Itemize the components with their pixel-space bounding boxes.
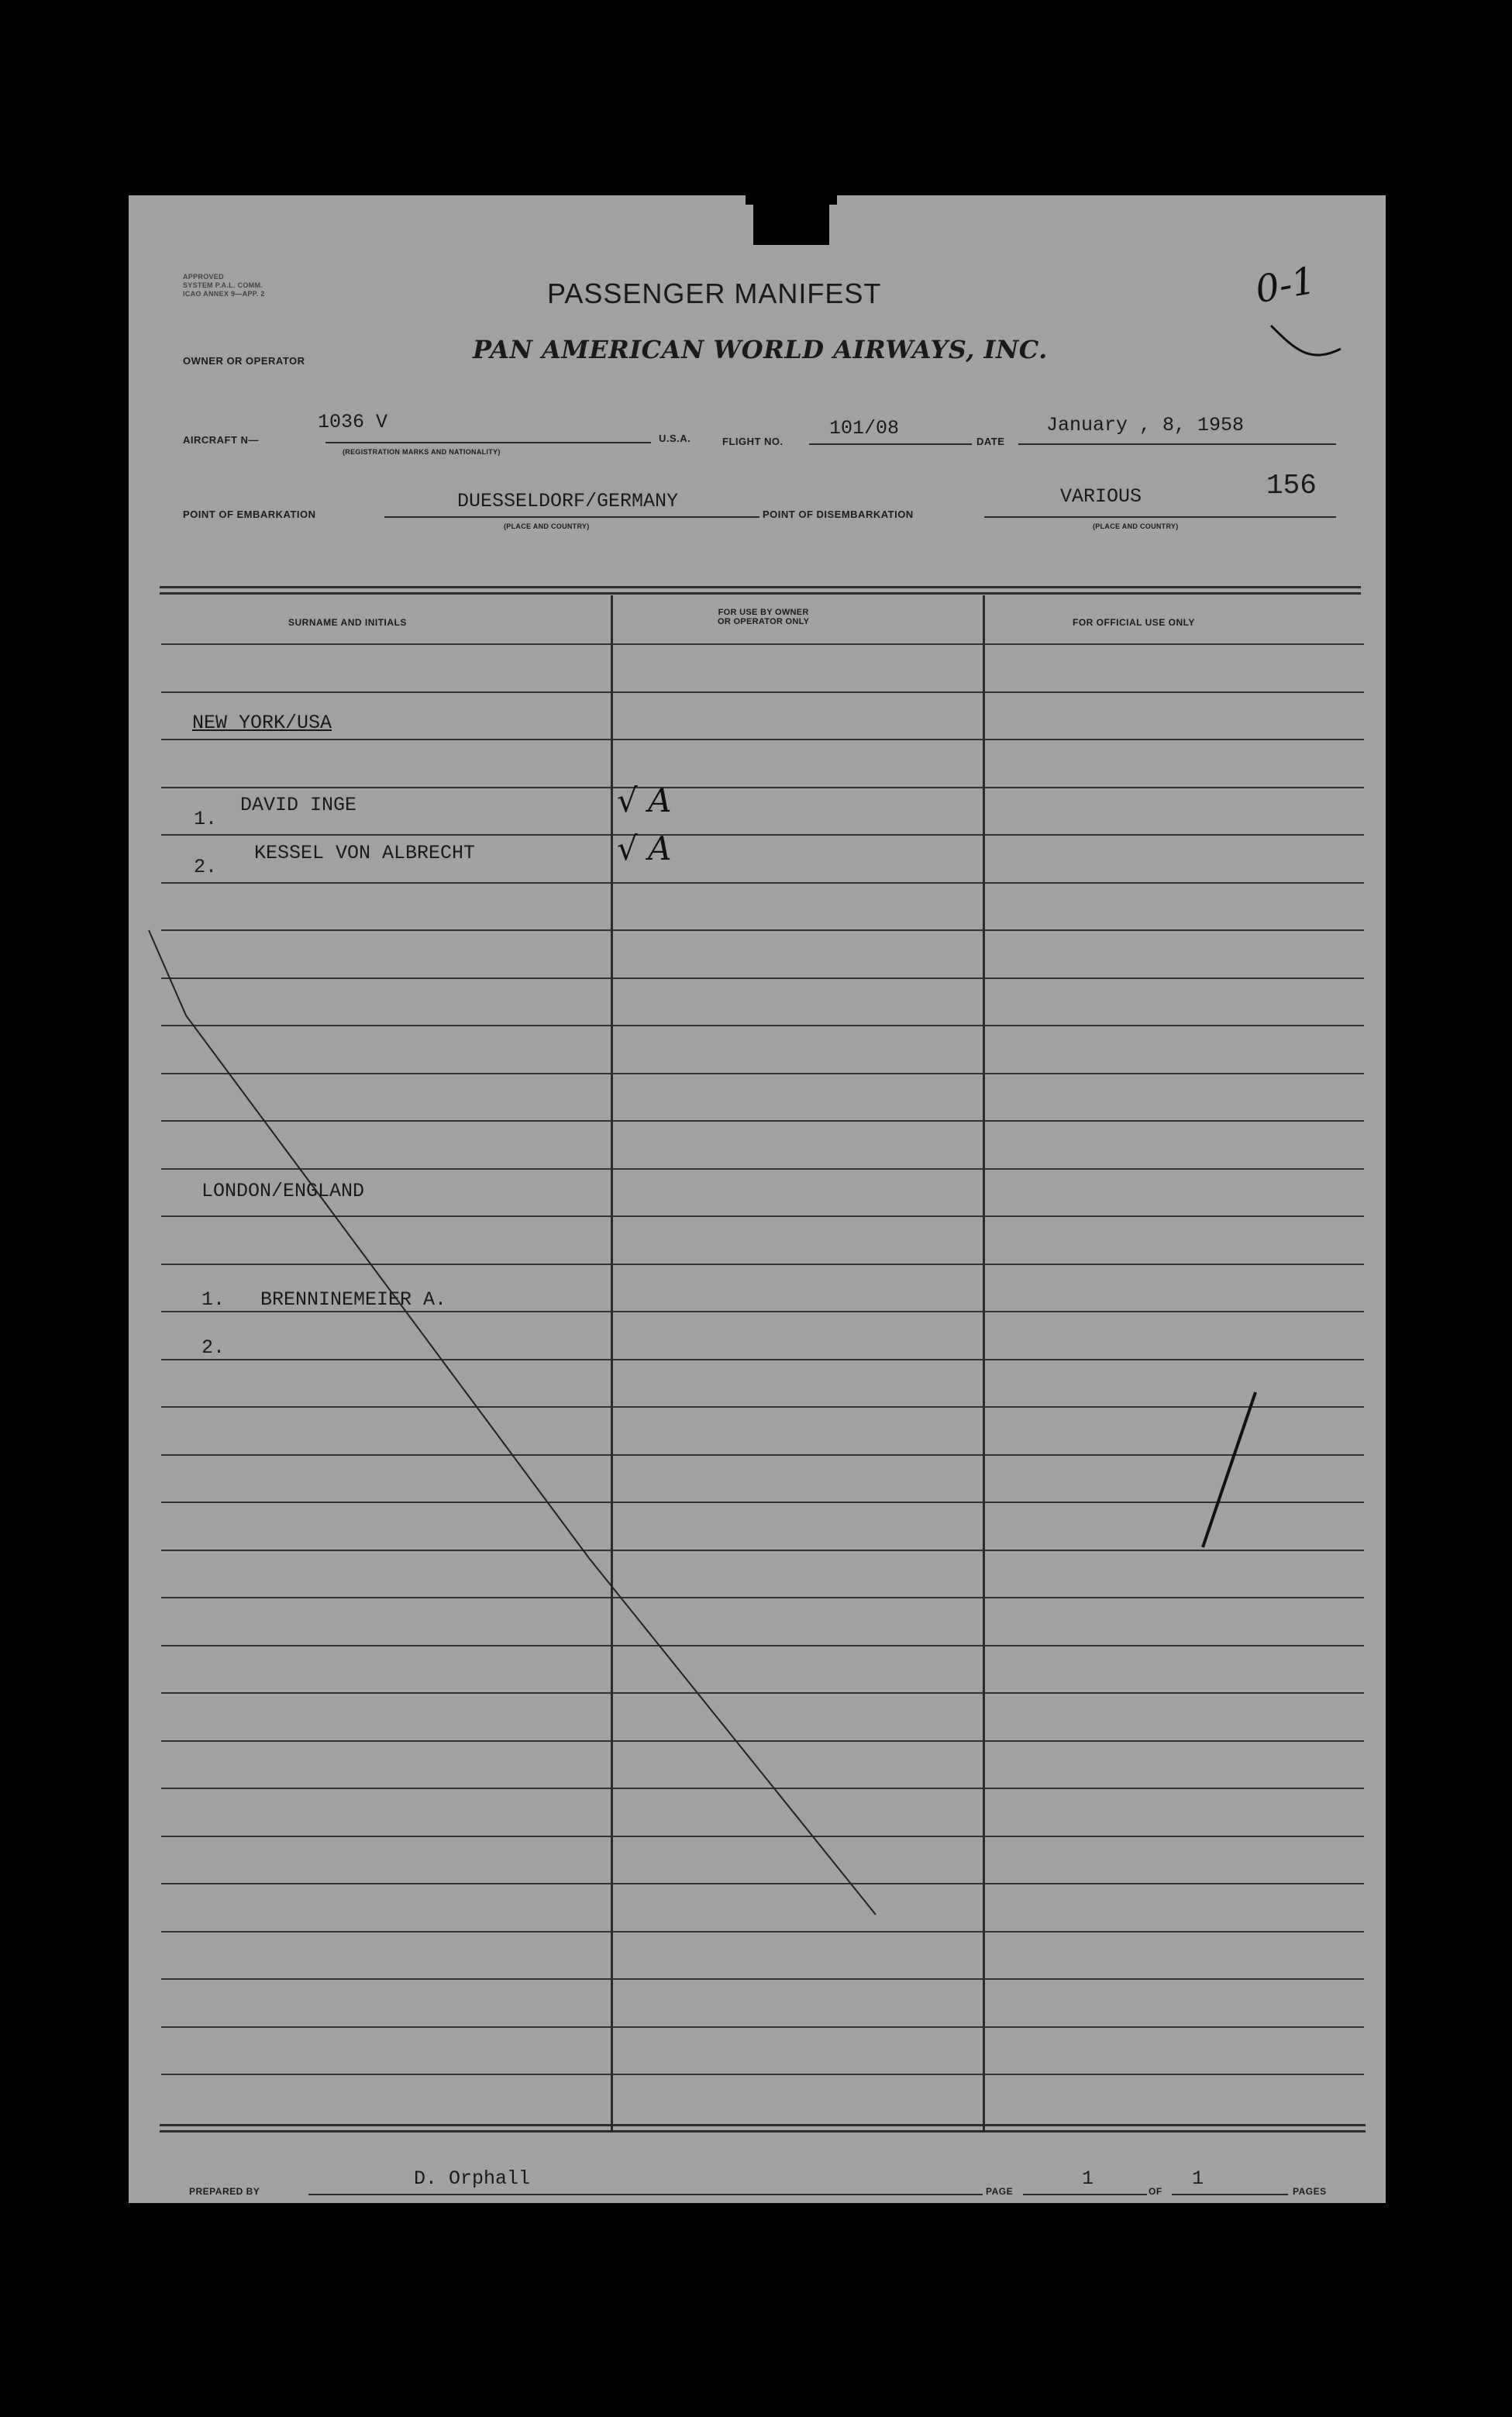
column-header-owner-line: OR OPERATOR ONLY <box>718 617 810 626</box>
operator-label: OWNER OR OPERATOR <box>183 355 305 367</box>
passenger-number: 1. <box>194 808 218 830</box>
prepared-by-underline <box>308 2194 983 2195</box>
column-header-official: FOR OFFICIAL USE ONLY <box>1073 617 1195 628</box>
owner-check-mark: √ A <box>617 829 672 867</box>
column-header-surname: SURNAME AND INITIALS <box>288 617 407 628</box>
destination-heading: NEW YORK/USA <box>192 712 332 734</box>
manifest-number: 156 <box>1266 470 1317 502</box>
passenger-number: 1. <box>201 1288 226 1311</box>
flight-label: FLIGHT NO. <box>722 436 784 447</box>
page-label: PAGE <box>986 2186 1014 2197</box>
prepared-by-label: PREPARED BY <box>189 2186 260 2197</box>
passenger-name: KESSEL VON ALBRECHT <box>254 842 476 864</box>
table-bottom-rule <box>160 2124 1366 2126</box>
aircraft-sublabel: (REGISTRATION MARKS AND NATIONALITY) <box>343 448 501 456</box>
disembarkation-value: VARIOUS <box>1060 485 1142 508</box>
flight-value: 101/08 <box>829 417 900 440</box>
approval-line: APPROVED <box>183 273 224 281</box>
column-header-owner-line: FOR USE BY OWNER <box>718 608 809 617</box>
embarkation-sublabel: (PLACE AND COUNTRY) <box>504 522 590 530</box>
prepared-by-value: D. Orphall <box>414 2167 531 2190</box>
passenger-name: BRENNINEMEIER A. <box>260 1288 447 1311</box>
page-underline <box>1023 2194 1147 2195</box>
aircraft-value: 1036 V <box>318 411 388 433</box>
date-value: January , 8, 1958 <box>1046 414 1245 436</box>
page-number: 1 <box>1082 2167 1094 2190</box>
embarkation-value: DUESSELDORF/GERMANY <box>457 490 679 512</box>
date-label: DATE <box>976 436 1005 447</box>
approval-line: ICAO ANNEX 9—APP. 2 <box>183 290 265 298</box>
aircraft-label: AIRCRAFT N— <box>183 434 259 446</box>
disembarkation-sublabel: (PLACE AND COUNTRY) <box>1093 522 1179 530</box>
embarkation-label: POINT OF EMBARKATION <box>183 509 316 520</box>
owner-check-mark: √ A <box>617 781 672 819</box>
official-tick-stroke <box>1203 1392 1255 1547</box>
disembarkation-label: POINT OF DISEMBARKATION <box>763 509 914 520</box>
of-label: OF <box>1149 2186 1162 2197</box>
of-underline <box>1172 2194 1288 2195</box>
cancel-diagonal-stroke <box>149 930 876 1915</box>
corner-check-stroke <box>1271 326 1341 355</box>
usa-label: U.S.A. <box>659 433 691 444</box>
approval-line: SYSTEM P.A.L. COMM. <box>183 281 263 289</box>
page-title: PASSENGER MANIFEST <box>547 278 882 309</box>
operator-name: PAN AMERICAN WORLD AIRWAYS, INC. <box>473 335 1048 364</box>
destination-heading: LONDON/ENGLAND <box>201 1180 365 1202</box>
table-bottom-rule-inner <box>160 2130 1366 2133</box>
pages-label: PAGES <box>1293 2186 1327 2197</box>
passenger-number: 2. <box>201 1336 226 1359</box>
total-pages: 1 <box>1192 2167 1204 2190</box>
corner-handwritten-mark: 0-1 <box>1252 258 1319 312</box>
passenger-number: 2. <box>194 856 218 878</box>
passenger-name: DAVID INGE <box>240 794 357 816</box>
